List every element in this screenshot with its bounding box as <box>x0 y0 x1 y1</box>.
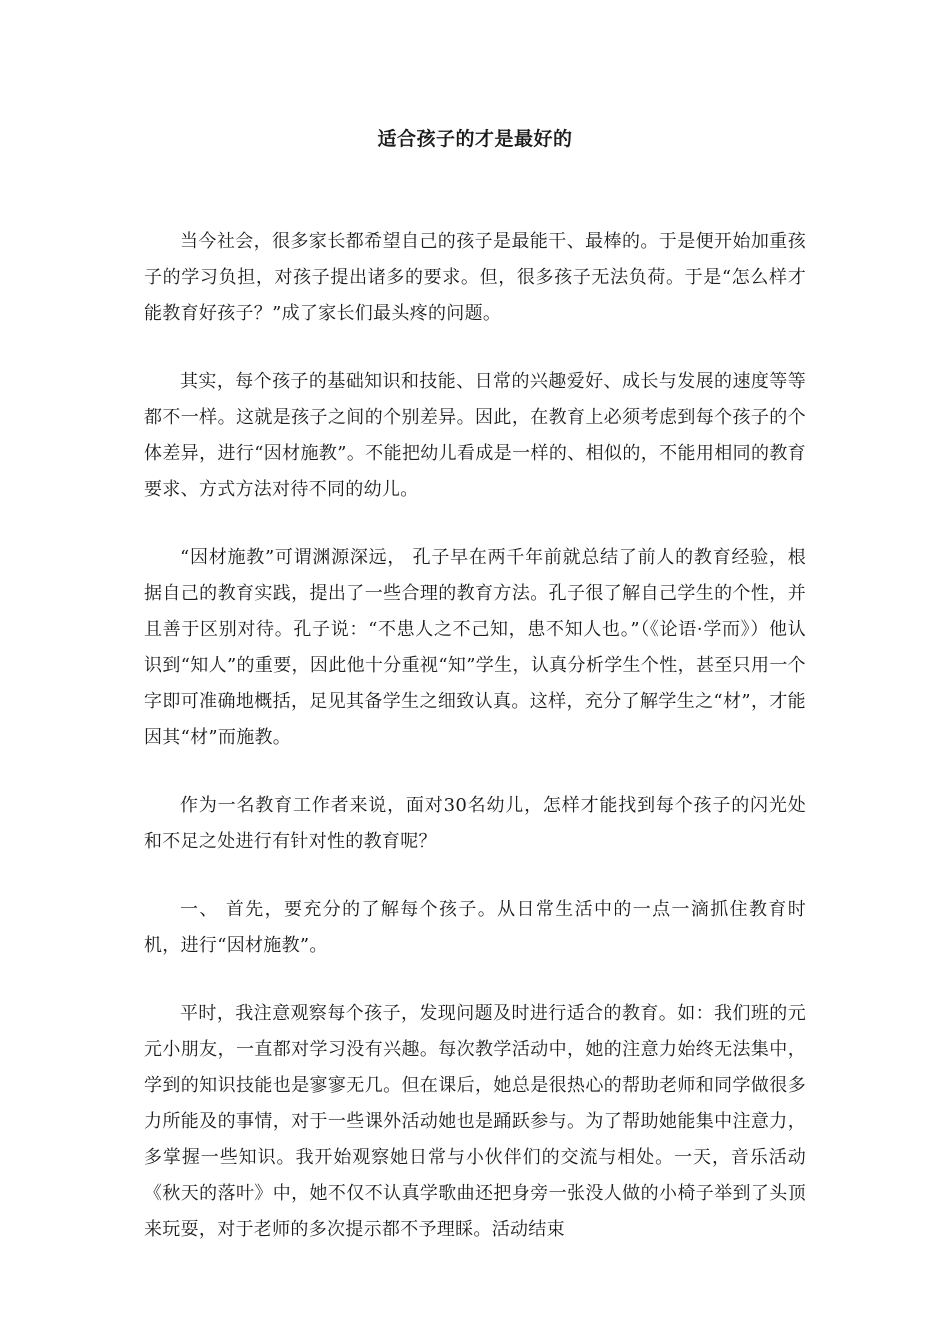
paragraph-point-one: 一、 首先，要充分的了解每个孩子。从日常生活中的一点一滴抓住教育时机，进行“因材施教”。 <box>144 899 806 956</box>
document-title: 适合孩子的才是最好的 <box>377 128 573 150</box>
paragraph-individual-differences: 其实，每个孩子的基础知识和技能、日常的兴趣爱好、成长与发展的速度等等都不一样。这就是孩子之间的个别差异。因此，在教育上必须考虑到每个孩子的个体差异，进行“因材施教”。不能把幼儿看成是一样的、相似的，不能用相同的教育要求、方式方法对待不同的幼儿。 <box>144 371 806 500</box>
paragraph-question: 作为一名教育工作者来说，面对30名幼儿，怎样才能找到每个孩子的闪光处和不足之处进行有针对性的教育呢？ <box>144 795 806 852</box>
paragraph-example: 平时，我注意观察每个孩子，发现问题及时进行适合的教育。如：我们班的元元小朋友，一直都对学习没有兴趣。每次教学活动中，她的注意力始终无法集中，学到的知识技能也是寥寥无几。但在课后，她总是很热心的帮助老师和同学做很多力所能及的事情，对于一些课外活动她也是踊跃参与。为了帮助她能集中注意力，多掌握一些知识。我开始观察她日常与小伙伴们的交流与相处。一天，音乐活动《秋天的落叶》中，她不仅不认真学歌曲还把身旁一张没人做的小椅子举到了头顶来玩耍，对于老师的多次提示都不予理睬。活动结束 <box>144 1003 806 1240</box>
paragraph-intro: 当今社会，很多家长都希望自己的孩子是最能干、最棒的。于是便开始加重孩子的学习负担，对孩子提出诸多的要求。但，很多孩子无法负荷。于是“怎么样才能教育好孩子？”成了家长们最头疼的问题。 <box>144 231 806 324</box>
paragraph-confucius: “因材施教”可谓渊源深远， 孔子早在两千年前就总结了前人的教育经验，根据自己的教育实践，提出了一些合理的教育方法。孔子很了解自己学生的个性，并且善于区别对待。孔子说：“不患人之不己知，患不知人也。”（《论语·学而》）他认识到“知人”的重要，因此他十分重视“知”学生，认真分析学生个性，甚至只用一个字即可准确地概括，足见其备学生之细致认真。这样，充分了解学生之“材”，才能因其“材”而施教。 <box>144 547 806 748</box>
document-body <box>144 224 806 1248</box>
